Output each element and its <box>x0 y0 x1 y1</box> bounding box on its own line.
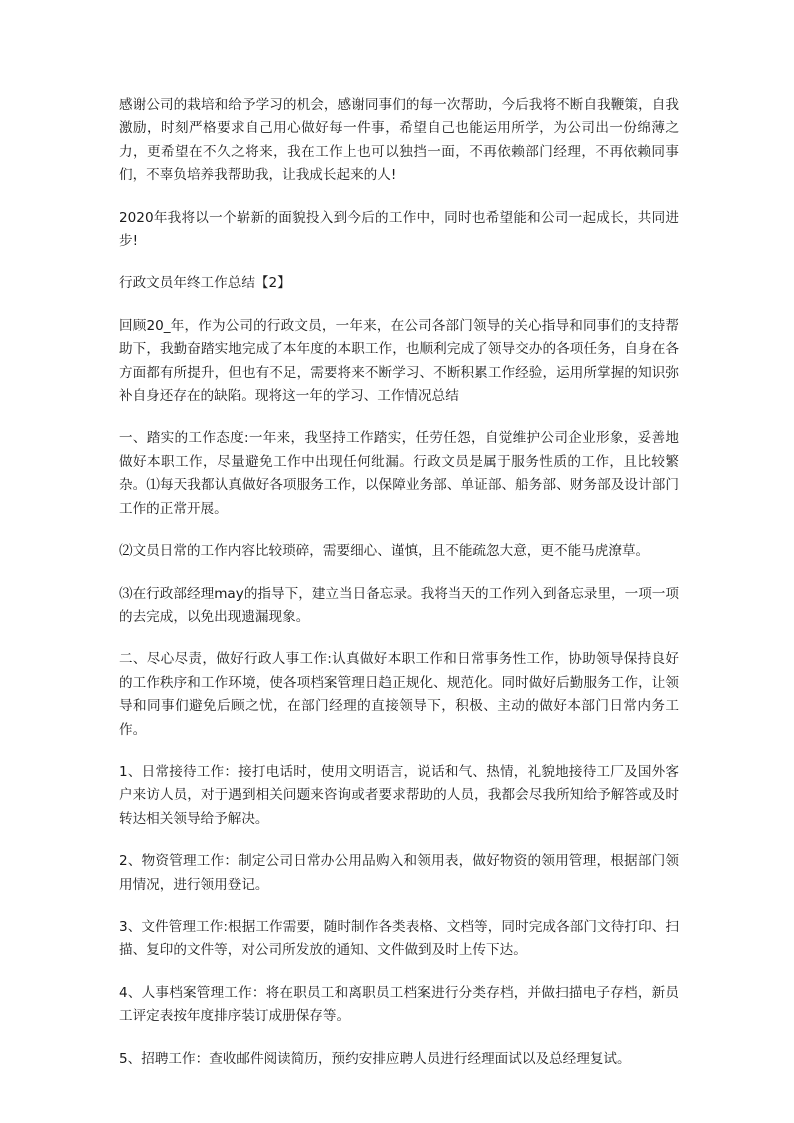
paragraph-section-two: 二、尽心尽责，做好行政人事工作:认真做好本职工作和日常事务性工作，协助领导保持良好的工作秩序和工作环境，使各项档案管理日趋正规化、规范化。同时做好后勤服务工作，让领导和同事们避免后顾之忧，在部门经理的直接领导下，积极、主动的做好本部门日常内务工作。 <box>119 651 679 738</box>
section-heading: 行政文员年终工作总结【2】 <box>119 275 291 292</box>
paragraph-materials: 2、物资管理工作：制定公司日常办公用品购入和领用表，做好物资的领用管理，根据部门领用情况，进行领用登记。 <box>119 853 679 893</box>
paragraph-item-3: ⑶在行政部经理may的指导下，建立当日备忘录。我将当天的工作列入到备忘录里，一项一项的去完成，以免出现遗漏现象。 <box>119 585 679 625</box>
paragraph-recruitment: 5、招聘工作：查收邮件阅读简历，预约安排应聘人员进行经理面试以及总经理复试。 <box>119 1050 631 1067</box>
paragraph-personnel-archive: 4、人事档案管理工作：将在职员工和离职员工档案进行分类存档，并做扫描电子存档，新员工评定表按年度排序装订成册保存等。 <box>119 984 679 1025</box>
paragraph-reception: 1、日常接待工作：接打电话时，使用文明语言，说话和气、热情，礼貌地接待工厂及国外客户来访人员，对于遇到相关问题来咨询或者要求帮助的人员，我都会尽我所知给予解答或及时转达相关领导给予解决。 <box>119 763 679 827</box>
paragraph-section-one: 一、踏实的工作态度:一年来，我坚持工作踏实，任劳任怨，自觉维护公司企业形象，妥善地做好本职工作，尽量避免工作中出现任何纰漏。行政文员是属于服务性质的工作，且比较繁杂。⑴每天我都认真做好各项服务工作，以保障业务部、单证部、船务部、财务部及设计部门工作的正常开展。 <box>119 430 679 517</box>
paragraph-files: 3、文件管理工作:根据工作需要，随时制作各类表格、文档等，同时完成各部门文待打印、扫描、复印的文件等，对公司所发放的通知、文件做到及时上传下达。 <box>119 918 679 959</box>
paragraph-review: 回顾20_年，作为公司的行政文员，一年来，在公司各部门领导的关心指导和同事们的支持帮助下，我勤奋踏实地完成了本年度的本职工作，也顺利完成了领导交办的各项任务，自身在各方面都有所提升，但也有不足，需要将来不断学习、不断积累工作经验，运用所掌握的知识弥补自身还存在的缺陷。现将这一年的学习、工作情况总结 <box>119 317 679 405</box>
paragraph-item-2: ⑵文员日常的工作内容比较琐碎，需要细心、谨慎，且不能疏忽大意，更不能马虎潦草。 <box>119 543 650 560</box>
document-body <box>119 94 679 1090</box>
paragraph-gratitude: 感谢公司的栽培和给予学习的机会，感谢同事们的每一次帮助，今后我将不断自我鞭策，自我激励，时刻严格要求自己用心做好每一件事，希望自己也能运用所学，为公司出一份绵薄之力，更希望在不久之将来，我在工作上也可以独挡一面，不再依赖部门经理，不再依赖同事们，不辜负培养我帮助我，让我成长起来的人! <box>119 97 679 184</box>
paragraph-2020-outlook: 2020年我将以一个崭新的面貌投入到今后的工作中，同时也希望能和公司一起成长，共同进步! <box>119 209 679 250</box>
